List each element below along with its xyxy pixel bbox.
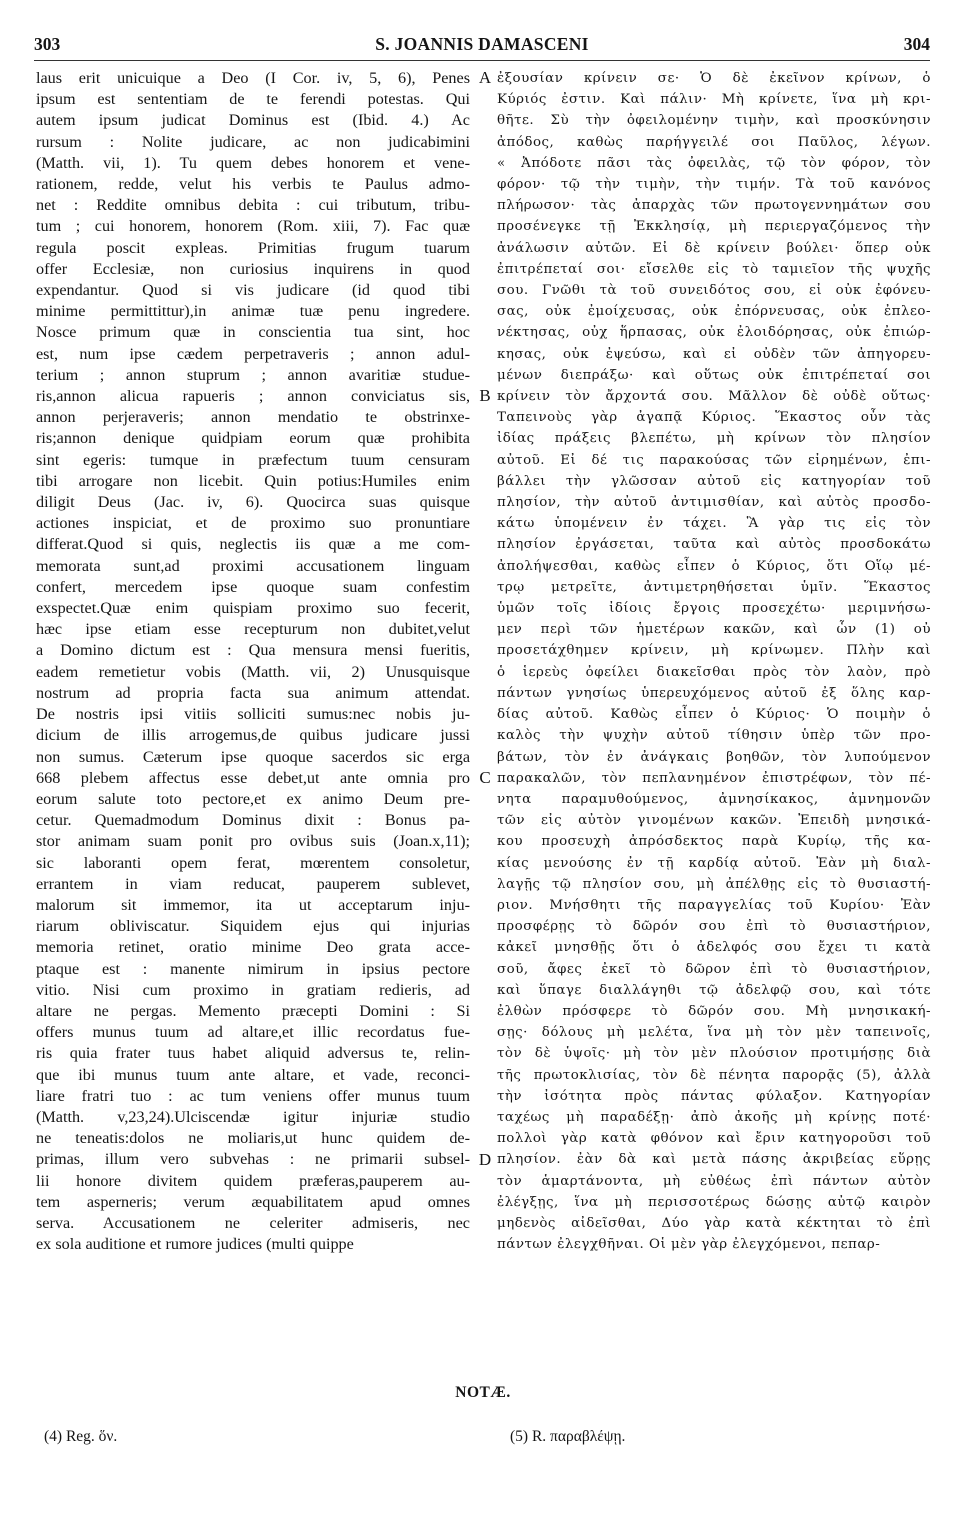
footnote-4: (4) Reg. ὅν. (44, 1428, 118, 1445)
greek-text-line: πλησίον ἐργάσεται, ταῦτα καὶ αὐτὸς προσδοκάτω (497, 537, 931, 553)
greek-text-line: κου προσευχὴ ἀπρόσδεκτος παρὰ Κυρίῳ, τῆς κα- (497, 834, 931, 850)
latin-text-line: expendantur. Quod si vis judicare (id quod tibi (36, 281, 470, 300)
latin-text-line: net : Reddite omnibus debita : cui tributum, tribu- (36, 196, 470, 215)
greek-text-line: Κύριός ἐστιν. Καὶ πάλιν· Μὴ κρίνετε, ἵνα μὴ κρι- (497, 92, 931, 108)
greek-text-line: Ταπεινοὺς γὰρ ἀγαπᾷ Κύριος. Ἕκαστος οὖν τὰς (497, 410, 931, 426)
greek-text-line: τὴν ἰσότητα πρὸς πάντας φύλαξον. Κατηγορίαν (497, 1088, 931, 1104)
latin-text-line: ex sola auditione et rumore judices (multi quippe (36, 1235, 354, 1254)
greek-text-line: δίας αὐτοῦ. Καθὼς εἶπεν ὁ Κύριος· Ὁ ποιμὴν ὁ (497, 707, 931, 723)
greek-text-line: νητα παραμυθούμενος, ἀμνησίκακος, ἀμνημονῶν (497, 791, 931, 807)
margin-marker-b: B (479, 386, 491, 405)
greek-text-line: λαγῇς τῷ πλησίον σου, μὴ ἀπέλθῃς εἰς τὸ θυσιαστή- (497, 876, 931, 892)
right-page-number: 304 (903, 34, 930, 54)
latin-text-line: dicium de illis arrogemus,de quibus judicare jussi (36, 726, 470, 745)
greek-text-line: αὐτοῦ. Εἰ δέ τις παρακούσας τῶν εἰρημένων, ἐπι- (497, 452, 931, 468)
greek-text-line: τὸν δὲ ὑψοῖς· μὴ τὸν μὲν πλούσιον προτιμήσῃς διὰ (497, 1046, 931, 1062)
greek-text-line: τῶν εἰς αὐτὸν γινομένων κακῶν. Ἐπειδὴ μνησικά- (497, 813, 931, 829)
latin-text-line: actiones inspiciat, et de proximo suo pronuntiare (36, 514, 470, 533)
greek-text-line: ἐλέγξῃς, ἵνα μὴ περισσοτέρως δώσῃς αὐτῷ καιρὸν (497, 1194, 931, 1210)
footnote-5: (5) R. παραβλέψῃ. (510, 1428, 626, 1445)
latin-text-line: regula poscit expleas. Primitias frugum tuarum (36, 238, 470, 257)
greek-text-line: πολλοὶ γὰρ κατὰ φθόνον καὶ ἔριν κατηγοροῦσι τοῦ (497, 1131, 931, 1147)
latin-text-line: tem asperneris; verum æquabilitatem apud omnes (36, 1192, 470, 1211)
notes-heading: NOTÆ. (455, 1384, 511, 1401)
greek-text-line: σοῦ, ἄφες ἐκεῖ τὸ δῶρον ἐπὶ τὸ θυσιαστήριον, (497, 961, 931, 977)
greek-text-line: βάλλει τὴν γλῶσσαν αὐτοῦ εἰς κατηγορίαν τοῦ (497, 473, 931, 489)
latin-text-line: primas, illum vero subvehas : ne primarii subsel- (36, 1150, 470, 1169)
latin-text-line: autem ipsum judicat Dominus est (Ibid. 4.) Ac (36, 111, 470, 130)
greek-text-line: σῃς· δόλους μὴ μελέτα, ἵνα μὴ τὸν μὲν ταπεινοῖς, (497, 1025, 931, 1041)
latin-text-line: vitio. Nisi cum proximo in gratiam redieris, ad (36, 980, 470, 999)
latin-text-line: De nostris ipsi vitiis solliciti sumus:nec nobis ju- (36, 705, 470, 724)
greek-text-line: ἰδίας πράξεις βλεπέτω, μὴ κρίνων τὸν πλησίον (497, 431, 931, 447)
greek-text-line: σου. Γνῶθι τὰ τοῦ συνειδότος σου, εἰ οὐκ ἐφόνευ- (497, 283, 931, 299)
greek-text-line: μένων διεπράξω· καὶ οὕτως οὐκ ἐπιτρέπεταί σοι (497, 367, 931, 383)
latin-text-line: ris quia frater tuus habet aliquid adversus te, relin- (36, 1044, 470, 1063)
latin-text-line: serva. Accusationem ne celeriter admiseris, nec (36, 1213, 470, 1232)
greek-text-line: κίας μενούσης ἐν τῇ καρδίᾳ αὐτοῦ. Ἐὰν μὴ διαλ- (497, 855, 931, 871)
latin-text-line: offer Ecclesiæ, non curiosius inquirens in quod (36, 259, 470, 278)
latin-text-line: diligit Deus (Jac. iv, 6). Quocirca suas quisque (36, 493, 470, 512)
greek-text-line: πλήρωσον· τὰς ἀπαρχὰς τῶν πρωτογεννημάτων σου (497, 198, 931, 214)
greek-text-line: ἐπιτρέπεταί σοι· εἴσελθε εἰς τὸ ταμιεῖον τῆς ψυχῆς (497, 261, 931, 277)
greek-text-line: καὶ ὕπαγε διαλλάγηθι τῷ ἀδελφῷ σου, καὶ τότε (497, 982, 931, 998)
latin-text-line: ne teneatis:dolos ne moliaris,ut hunc quidem de- (36, 1129, 470, 1148)
greek-text-line: πλησίον. ἐὰν δὰ καὶ μετὰ πάσης ἀκριβείας εὕρῃς (497, 1152, 931, 1168)
latin-text-line: liare fratri tuo : ac tum veniens offer munus tuum (36, 1086, 470, 1105)
latin-text-line: eadem remetietur vobis (Matth. vii, 2) Unusquisque (36, 662, 470, 681)
latin-text-line: altare ne pergas. Memento præcepti Domini : Si (36, 1001, 470, 1020)
greek-text-line: ἀπολήψεσθαι, καθὼς εἶπεν ὁ Κύριος, ὅτι Οἵῳ μέ- (497, 558, 931, 574)
greek-text-line: πάντων ἐλεγχθῆναι. Οἱ μὲν γὰρ ἐλεγχόμενοι, πεπαρ- (497, 1237, 881, 1253)
greek-text-line: ὁ ἱερεὺς ὀφείλει διακεῖσθαι πρὸς τὸν λαὸν, πρὸ (497, 664, 931, 680)
latin-text-line: confert, mercedem ipse quoque suam confestim (36, 577, 470, 596)
greek-text-line: προσένεγκε τῇ Ἐκκλησίᾳ, μὴ περιεργαζόμενος τὴν (497, 219, 931, 235)
latin-text-line: ipsum est sententiam de te ferendi potestas. Qui (36, 90, 470, 109)
margin-marker-c: C (479, 768, 491, 787)
greek-text-line: ἀνάλωσιν αὐτῶν. Εἰ δὲ κρίνειν βούλει· ὅπερ οὐκ (497, 240, 931, 256)
latin-text-line: exspectet.Quæ enim quispiam proximo suo fecerit, (36, 599, 470, 618)
latin-text-line: est, num ipse cædem perpetraveris ; annon adul- (36, 344, 470, 363)
latin-text-line: memoria retinet, oratio minime Deo grata acce- (36, 938, 470, 957)
latin-text-line: sic laboranti opem ferat, mœrentem consoletur, (36, 853, 470, 872)
greek-text-line: νέκτησας, οὐχ ἥρπασας, οὐκ ἐλοιδόρησας, οὐκ ἐπιώρ- (497, 325, 931, 341)
latin-text-line: que ibi munus tuum ante altare, et vade, reconci- (36, 1065, 470, 1084)
greek-text-line: ἀπόδος, καθὼς παρήγγειλέ σοι Παῦλος, λέγων. (497, 134, 931, 150)
latin-text-line: errantem in viam reducat, pauperem sublevet, (36, 874, 470, 893)
greek-text-line: παρακαλῶν, τὸν πεπλανημένον ἐπιστρέφων, τὸν πέ- (497, 770, 931, 786)
greek-text-line: ἐξουσίαν κρίνειν σε· Ὁ δὲ ἐκεῖνον κρίνων, ὁ (497, 71, 931, 86)
latin-text-line: terium ; annon stuprum ; annon avaritiæ studue- (36, 365, 470, 384)
running-header (34, 34, 930, 58)
greek-text-line: μεν περὶ τῶν ἡμετέρων κακῶν, καὶ ὧν (1) οὐ (497, 622, 931, 638)
latin-text-line: minime permittittur),in animæ tuæ penu ingredere. (36, 302, 470, 321)
latin-text-line: stor animam suam ponit pro ovibus suis (Joan.x,11); (36, 832, 470, 851)
greek-text-line: « Ἀπόδοτε πᾶσι τὰς ὀφειλὰς, τῷ τὸν φόρον, τὸν (497, 155, 931, 171)
greek-text-line: ὑμῶν τοῖς ἰδίοις ἔργοις προσεχέτω· μεριμνήσω- (497, 601, 931, 617)
greek-text-line: ριον. Μνήσθητι τῆς παραγγελίας τοῦ Κυρίου· Ἐὰν (497, 897, 931, 913)
running-title: S. JOANNIS DAMASCENI (375, 34, 589, 54)
latin-text-line: eorum salute toto pectore,et ex animo Deum pre- (36, 789, 470, 808)
greek-text-line: μηδενὸς αἰδεῖσθαι, Δύο γὰρ κατὰ κέκτηται τὸ ἐπὶ (497, 1215, 931, 1231)
latin-text-line: non sumus. Cæterum ipse quoque sacerdos sic erga (36, 747, 470, 766)
greek-text-line: πάντων γνησίως ὑπερευχόμενος αὐτοῦ ἐξ ὅλης καρ- (497, 685, 931, 701)
greek-text-line: πλησίον, τὴν αὐτοῦ ἀντιμισθίαν, καὶ αὐτὸς προσδο- (497, 495, 931, 511)
greek-text-line: βάτων, τὸν ἐν ἀνάγκαις βοηθῶν, τὸν λυπούμενον (497, 749, 931, 765)
latin-text-line: hæc ipse etiam esse recepturum non dubitet,velut (36, 620, 470, 639)
latin-text-line: (Matth. vii, 1). Tu quem debes honorem et vene- (36, 153, 470, 172)
greek-text-line: κάτω ὑπομένειν ἐν τάχει. Ἃ γὰρ τις εἰς τὸν (497, 516, 931, 532)
left-page-number: 303 (34, 34, 61, 54)
latin-text-line: a Domino dictum est : Qua mensura mensi fueritis, (36, 641, 470, 660)
latin-text-line: memorata sunt,ad proximi accusationem linguam (36, 556, 470, 575)
greek-text-line: τῆς πρωτοκλισίας, τὸν δὲ πένητα παρορᾷς (5), ἀλλὰ (497, 1067, 931, 1083)
latin-text-line: riarum obliviscatur. Siquidem ejus qui injurias (36, 917, 470, 936)
greek-text-line: σας, οὐκ ἐμοίχευσας, οὐκ ἐπόρνευσας, οὐκ ἐπλεο- (497, 304, 931, 320)
greek-text-line: προσετάχθημεν κρίνειν, μὴ κρίνωμεν. Πλὴν καὶ (497, 643, 931, 659)
latin-text-line: cetur. Quemadmodum Dominus dixit : Bonus pa- (36, 811, 470, 830)
latin-text-line: rationem, redde, velut his verbis te Paulus admo- (36, 175, 470, 194)
greek-text-line: θῆτε. Σὺ τὴν ὀφειλομένην τιμὴν, καὶ προσκύνησιν (497, 113, 931, 129)
latin-text-line: ptaque est : manente nimirum in ipsius pectore (36, 959, 470, 978)
latin-text-line: (Matth. v,23,24).Ulciscendæ igitur injuriæ studio (36, 1107, 470, 1126)
greek-text-line: καλὸς τὴν ψυχὴν αὐτοῦ τίθησιν ὑπὲρ τῶν προ- (497, 728, 931, 744)
greek-column (497, 68, 931, 1388)
latin-text-line: tum ; cui honorem, honorem (Rom. xiii, 7). Fac quæ (36, 217, 470, 236)
greek-text-line: ταχέως μὴ παραδέξῃ· ἀπὸ ἀκοῆς μὴ κρίνῃς ποτέ· (497, 1109, 931, 1125)
greek-text-line: ἐλθὼν πρόσφερε τὸ δῶρόν σου. Μὴ μνησικακή- (497, 1003, 931, 1019)
greek-text-line: κρίνειν τὸν ἄρχοντά σου. Μᾶλλον δὲ οὐδὲ οὕτως· (497, 389, 931, 405)
margin-marker-a: A (478, 68, 492, 87)
greek-text-line: φόρον· τῷ τὴν τιμὴν, τὴν τιμήν. Τὰ τοῦ κανόνος (497, 177, 931, 193)
latin-text-line: offers munus tuum ad altare,et illic recordatus fue- (36, 1023, 470, 1042)
latin-text-line: differat.Quod si quis, neglectis iis quæ a me com- (36, 535, 470, 554)
latin-text-line: ris;annon denique quidpiam eorum quæ prohibita (36, 429, 470, 448)
greek-text-line: τὸν ἁμαρτάνοντα, μὴ εὐθέως ἐπὶ πάντων αὐτὸν (497, 1173, 931, 1189)
latin-text-line: rursum : Nolite judicare, ac non judicabimini (36, 132, 470, 151)
latin-text-line: annon perjeraveris; annon mendatio te obstrinxe- (36, 408, 470, 427)
latin-text-line: laus erit unicuique a Deo (I Cor. iv, 5, 6), Penes (36, 69, 470, 87)
latin-text-line: ris,annon alicua rapueris ; annon conviciatus sis, (36, 387, 470, 406)
latin-text-line: sint egeris: tumque in præfectum tuum censuram (36, 450, 470, 469)
greek-text-line: κησας, οὐκ ἐψεύσω, καὶ εἰ οὐδὲν τῶν ἀπηγορευ- (497, 346, 931, 362)
greek-text-line: προσφέρῃς τὸ δῶρόν σου ἐπὶ τὸ θυσιαστήριον, (497, 919, 931, 935)
greek-text-line: τρῳ μετρεῖτε, ἀντιμετρηθήσεται ὑμῖν. Ἕκαστος (497, 579, 931, 595)
latin-text-line: tibi arrogare non licebit. Quin potius:Humiles enim (36, 471, 470, 490)
latin-text-line: nostrum ad propria facta sua animum attendat. (36, 683, 470, 702)
latin-text-line: 668 plebem affectus esse debet,ut ante omnia pro (36, 768, 470, 787)
latin-column (36, 68, 470, 1388)
latin-text-line: lii honore divitem quidem præferas,pauperem au- (36, 1171, 470, 1190)
latin-text-line: Nosce primum quæ in conscientia tua sint, hoc (36, 323, 470, 342)
margin-marker-d: D (478, 1150, 492, 1169)
latin-text-line: malorum sit immemor, ita ut acceptarum inju- (36, 895, 470, 914)
header-rule (34, 60, 930, 61)
greek-text-line: κἀκεῖ μνησθῇς ὅτι ὁ ἀδελφός σου ἔχει τι κατὰ (497, 940, 931, 956)
